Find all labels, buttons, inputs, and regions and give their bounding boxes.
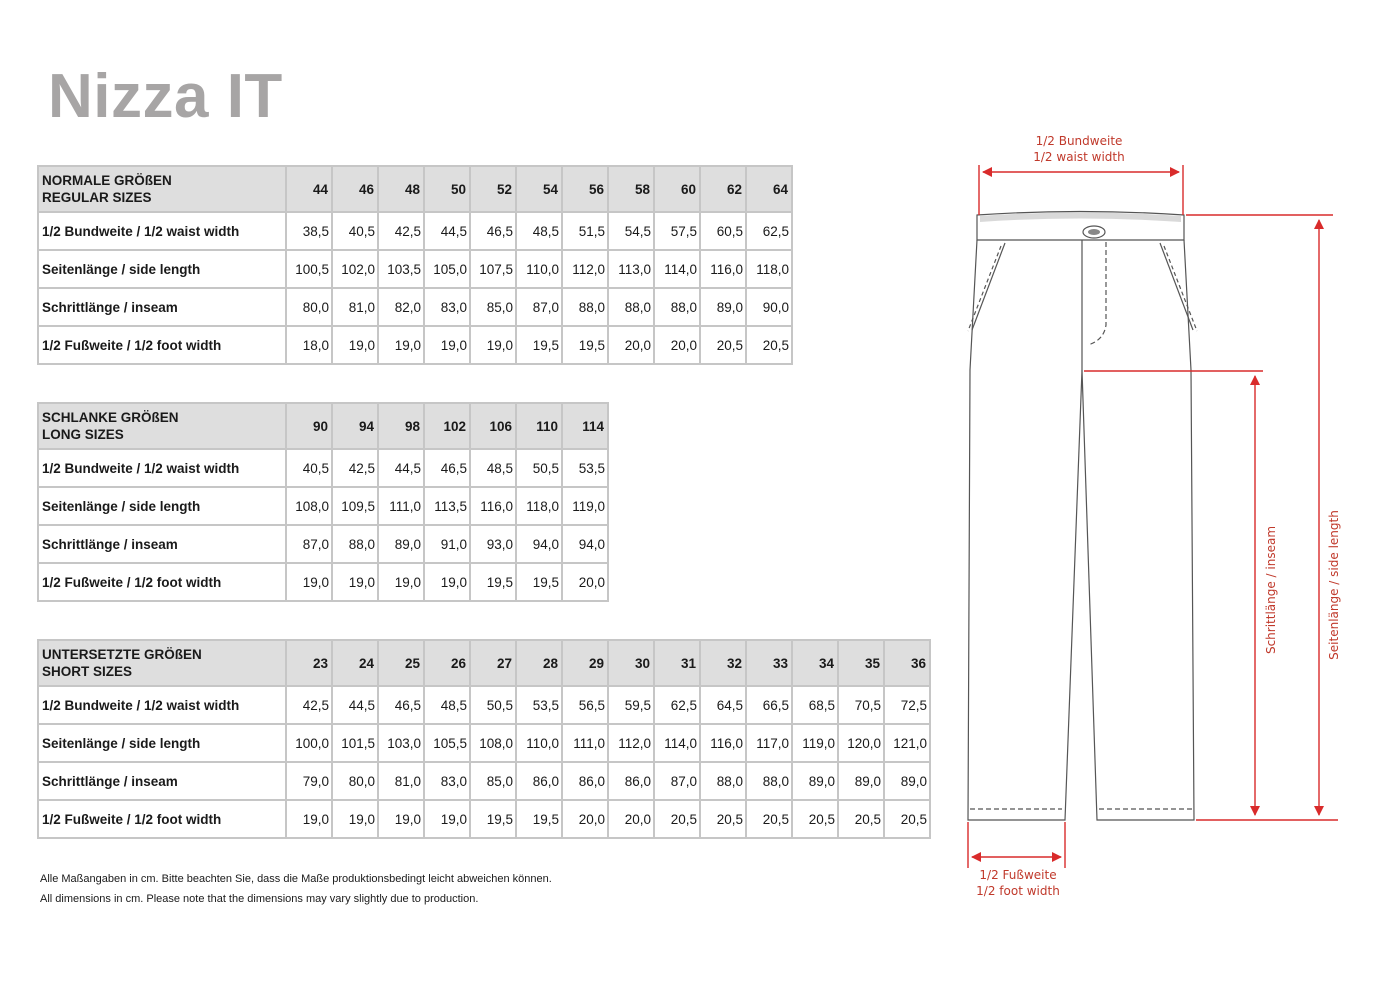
measurement-cell: 38,5 (286, 212, 332, 250)
measurement-cell: 101,5 (332, 724, 378, 762)
measurement-cell: 79,0 (286, 762, 332, 800)
measurement-cell: 20,5 (838, 800, 884, 838)
measurement-cell: 87,0 (516, 288, 562, 326)
measurement-cell: 53,5 (562, 449, 608, 487)
size-header-cell: 46 (332, 166, 378, 212)
size-header-cell: 30 (608, 640, 654, 686)
measurement-cell: 19,0 (470, 326, 516, 364)
measurement-cell: 20,0 (562, 563, 608, 601)
measurement-cell: 19,5 (516, 800, 562, 838)
measurement-cell: 18,0 (286, 326, 332, 364)
measurement-cell: 90,0 (746, 288, 792, 326)
measurement-cell: 102,0 (332, 250, 378, 288)
measurement-cell: 103,0 (378, 724, 424, 762)
measurement-cell: 89,0 (884, 762, 930, 800)
measurement-cell: 19,0 (332, 800, 378, 838)
size-header-cell: 62 (700, 166, 746, 212)
size-header-cell: 35 (838, 640, 884, 686)
measurement-cell: 70,5 (838, 686, 884, 724)
button-icon (1083, 226, 1105, 238)
size-header-cell: 58 (608, 166, 654, 212)
measurement-cell: 42,5 (286, 686, 332, 724)
measurement-cell: 89,0 (700, 288, 746, 326)
measurement-cell: 50,5 (516, 449, 562, 487)
measurement-cell: 66,5 (746, 686, 792, 724)
measurement-cell: 88,0 (700, 762, 746, 800)
measurement-cell: 81,0 (332, 288, 378, 326)
measurement-cell: 19,0 (424, 326, 470, 364)
measurement-cell: 19,0 (378, 563, 424, 601)
measurement-cell: 44,5 (378, 449, 424, 487)
measurement-cell: 46,5 (470, 212, 516, 250)
measurement-cell: 91,0 (424, 525, 470, 563)
table-header-line: LONG SIZES (42, 427, 124, 442)
row-label: Schrittlänge / inseam (38, 762, 286, 800)
measurement-cell: 20,0 (562, 800, 608, 838)
measurement-cell: 105,5 (424, 724, 470, 762)
waist-label-de: 1/2 Bundweite (1035, 134, 1123, 148)
measurement-cell: 112,0 (562, 250, 608, 288)
trouser-outline-icon (968, 212, 1197, 821)
size-header-cell: 90 (286, 403, 332, 449)
size-header-cell: 31 (654, 640, 700, 686)
row-label: 1/2 Bundweite / 1/2 waist width (38, 686, 286, 724)
waist-measure-icon (979, 165, 1183, 215)
measurement-cell: 19,5 (516, 563, 562, 601)
measurement-cell: 81,0 (378, 762, 424, 800)
measurement-cell: 53,5 (516, 686, 562, 724)
measurement-cell: 110,0 (516, 724, 562, 762)
measurement-cell: 20,0 (654, 326, 700, 364)
size-header-cell: 64 (746, 166, 792, 212)
measurement-cell: 112,0 (608, 724, 654, 762)
measurement-cell: 94,0 (562, 525, 608, 563)
measurement-cell: 42,5 (332, 449, 378, 487)
size-header-cell: 36 (884, 640, 930, 686)
measurement-cell: 116,0 (470, 487, 516, 525)
measurement-cell: 19,0 (286, 800, 332, 838)
footnote-german: Alle Maßangaben in cm. Bitte beachten Sie, dass die Maße produktionsbedingt leicht abweichen können. (40, 873, 552, 885)
row-label: 1/2 Bundweite / 1/2 waist width (38, 449, 286, 487)
size-header-cell: 114 (562, 403, 608, 449)
waist-label-en: 1/2 waist width (1033, 150, 1125, 164)
size-header-cell: 28 (516, 640, 562, 686)
measurement-cell: 89,0 (792, 762, 838, 800)
measurement-cell: 88,0 (654, 288, 700, 326)
size-header-cell: 26 (424, 640, 470, 686)
measurement-cell: 20,5 (700, 800, 746, 838)
footnote-english: All dimensions in cm. Please note that the dimensions may vary slightly due to production. (40, 893, 479, 905)
row-label: 1/2 Fußweite / 1/2 foot width (38, 563, 286, 601)
measurement-cell: 80,0 (286, 288, 332, 326)
foot-label-de: 1/2 Fußweite (979, 868, 1057, 882)
size-header-cell: 23 (286, 640, 332, 686)
measurement-cell: 62,5 (654, 686, 700, 724)
table-header-line: SHORT SIZES (42, 664, 133, 679)
row-label: Seitenlänge / side length (38, 250, 286, 288)
measurement-cell: 87,0 (286, 525, 332, 563)
inseam-label: Schrittlänge / inseam (1264, 525, 1278, 655)
measurement-cell: 89,0 (838, 762, 884, 800)
measurement-cell: 83,0 (424, 288, 470, 326)
measurement-cell: 116,0 (700, 724, 746, 762)
size-header-cell: 50 (424, 166, 470, 212)
measurement-cell: 80,0 (332, 762, 378, 800)
measurement-cell: 89,0 (378, 525, 424, 563)
measurement-cell: 117,0 (746, 724, 792, 762)
measurement-cell: 20,5 (746, 800, 792, 838)
measurement-cell: 120,0 (838, 724, 884, 762)
measurement-cell: 42,5 (378, 212, 424, 250)
size-header-cell: 98 (378, 403, 424, 449)
measurement-cell: 44,5 (424, 212, 470, 250)
measurement-cell: 20,5 (884, 800, 930, 838)
measurement-cell: 85,0 (470, 762, 516, 800)
measurement-cell: 19,5 (470, 800, 516, 838)
measurement-cell: 83,0 (424, 762, 470, 800)
measurement-cell: 20,0 (608, 800, 654, 838)
measurement-cell: 48,5 (470, 449, 516, 487)
size-header-cell: 32 (700, 640, 746, 686)
measurement-cell: 20,5 (792, 800, 838, 838)
measurement-cell: 20,0 (608, 326, 654, 364)
measurement-cell: 20,5 (746, 326, 792, 364)
row-label: Schrittlänge / inseam (38, 288, 286, 326)
measurement-cell: 20,5 (654, 800, 700, 838)
row-label: 1/2 Bundweite / 1/2 waist width (38, 212, 286, 250)
measurement-cell: 111,0 (562, 724, 608, 762)
table-header-line: SCHLANKE GRÖßEN (42, 410, 179, 425)
measurement-cell: 110,0 (516, 250, 562, 288)
measurement-cell: 107,5 (470, 250, 516, 288)
measurement-cell: 40,5 (332, 212, 378, 250)
measurement-cell: 109,5 (332, 487, 378, 525)
measurement-cell: 105,0 (424, 250, 470, 288)
measurement-cell: 116,0 (700, 250, 746, 288)
size-header-cell: 56 (562, 166, 608, 212)
row-label: Seitenlänge / side length (38, 724, 286, 762)
measurement-cell: 118,0 (746, 250, 792, 288)
page-title: Nizza IT (48, 62, 283, 131)
measurement-cell: 56,5 (562, 686, 608, 724)
measurement-cell: 119,0 (792, 724, 838, 762)
size-header-cell: 94 (332, 403, 378, 449)
measurement-cell: 88,0 (608, 288, 654, 326)
size-header-cell: 24 (332, 640, 378, 686)
measurement-cell: 118,0 (516, 487, 562, 525)
size-header-cell: 48 (378, 166, 424, 212)
table-header-line: NORMALE GRÖßEN (42, 173, 172, 188)
measurement-cell: 19,0 (286, 563, 332, 601)
measurement-cell: 85,0 (470, 288, 516, 326)
foot-label-en: 1/2 foot width (976, 884, 1060, 898)
table-header-line: UNTERSETZTE GRÖßEN (42, 647, 202, 662)
measurement-cell: 57,5 (654, 212, 700, 250)
measurement-cell: 111,0 (378, 487, 424, 525)
measurement-cell: 86,0 (608, 762, 654, 800)
measurement-cell: 108,0 (470, 724, 516, 762)
row-label: 1/2 Fußweite / 1/2 foot width (38, 326, 286, 364)
size-header-cell: 44 (286, 166, 332, 212)
measurement-cell: 82,0 (378, 288, 424, 326)
size-header-cell: 106 (470, 403, 516, 449)
size-header-cell: 34 (792, 640, 838, 686)
measurement-cell: 93,0 (470, 525, 516, 563)
measurement-cell: 72,5 (884, 686, 930, 724)
measurement-cell: 86,0 (562, 762, 608, 800)
measurement-cell: 20,5 (700, 326, 746, 364)
size-header-cell: 25 (378, 640, 424, 686)
measurement-cell: 48,5 (516, 212, 562, 250)
size-header-cell: 60 (654, 166, 700, 212)
measurement-cell: 100,0 (286, 724, 332, 762)
size-header-cell: 110 (516, 403, 562, 449)
measurement-cell: 113,0 (608, 250, 654, 288)
size-header-cell: 54 (516, 166, 562, 212)
row-label: Seitenlänge / side length (38, 487, 286, 525)
measurement-cell: 19,0 (332, 326, 378, 364)
measurement-cell: 119,0 (562, 487, 608, 525)
size-header-cell: 52 (470, 166, 516, 212)
measurement-cell: 88,0 (562, 288, 608, 326)
measurement-cell: 19,5 (516, 326, 562, 364)
measurement-cell: 48,5 (424, 686, 470, 724)
measurement-cell: 19,0 (424, 563, 470, 601)
measurement-cell: 121,0 (884, 724, 930, 762)
measurement-cell: 46,5 (424, 449, 470, 487)
measurement-cell: 19,0 (378, 326, 424, 364)
measurement-cell: 114,0 (654, 724, 700, 762)
measurement-cell: 100,5 (286, 250, 332, 288)
measurement-cell: 44,5 (332, 686, 378, 724)
size-header-cell: 27 (470, 640, 516, 686)
measurement-cell: 62,5 (746, 212, 792, 250)
table-header-line: REGULAR SIZES (42, 190, 152, 205)
measurement-cell: 46,5 (378, 686, 424, 724)
size-header-cell: 102 (424, 403, 470, 449)
measurement-cell: 103,5 (378, 250, 424, 288)
measurement-cell: 113,5 (424, 487, 470, 525)
side-length-measure-icon (1186, 215, 1338, 820)
row-label: Schrittlänge / inseam (38, 525, 286, 563)
side-length-label: Seitenlänge / side length (1327, 510, 1341, 660)
measurement-cell: 54,5 (608, 212, 654, 250)
inseam-measure-icon (1084, 371, 1263, 820)
measurement-cell: 64,5 (700, 686, 746, 724)
foot-measure-icon (968, 822, 1065, 868)
size-header-cell: 33 (746, 640, 792, 686)
measurement-cell: 108,0 (286, 487, 332, 525)
measurement-cell: 88,0 (746, 762, 792, 800)
row-label: 1/2 Fußweite / 1/2 foot width (38, 800, 286, 838)
measurement-cell: 114,0 (654, 250, 700, 288)
measurement-cell: 19,5 (470, 563, 516, 601)
measurement-cell: 59,5 (608, 686, 654, 724)
measurement-cell: 94,0 (516, 525, 562, 563)
measurement-cell: 19,0 (424, 800, 470, 838)
measurement-cell: 86,0 (516, 762, 562, 800)
measurement-cell: 87,0 (654, 762, 700, 800)
measurement-cell: 19,5 (562, 326, 608, 364)
measurement-cell: 68,5 (792, 686, 838, 724)
measurement-cell: 40,5 (286, 449, 332, 487)
measurement-cell: 51,5 (562, 212, 608, 250)
measurement-cell: 88,0 (332, 525, 378, 563)
measurement-cell: 60,5 (700, 212, 746, 250)
measurement-cell: 19,0 (378, 800, 424, 838)
measurement-cell: 19,0 (332, 563, 378, 601)
size-header-cell: 29 (562, 640, 608, 686)
measurement-cell: 50,5 (470, 686, 516, 724)
